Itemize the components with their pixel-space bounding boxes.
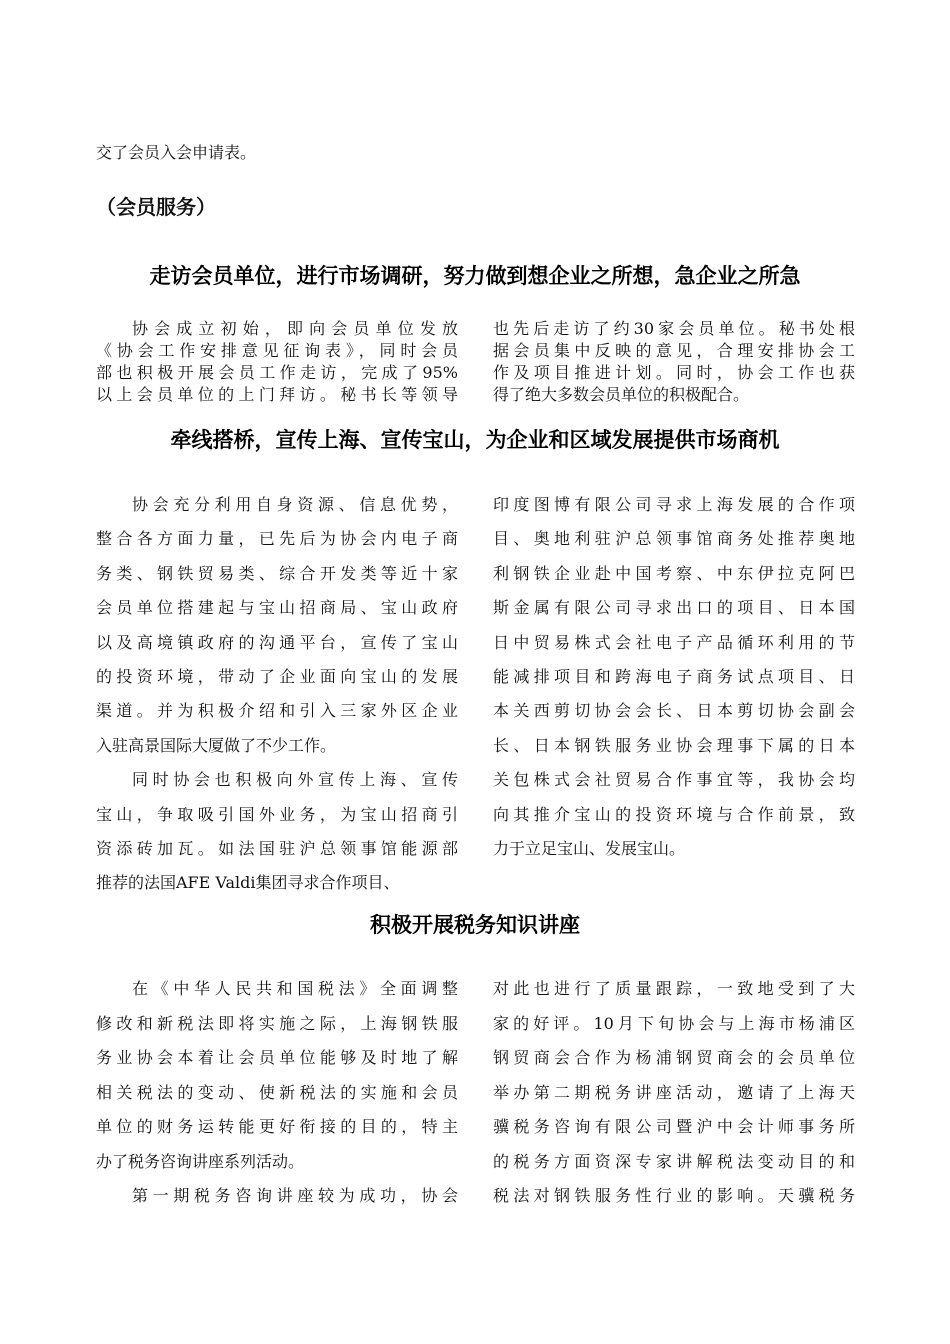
paragraph-line: 资添砖加瓦。如法国驻沪总领事馆能源部: [96, 839, 458, 859]
section2-left-column: [96, 488, 458, 901]
paragraph-line: 利钢铁企业赴中国考察、中东伊拉克阿巴: [493, 563, 855, 583]
paragraph-line: 能减排项目和跨海电子商务试点项目、日: [493, 667, 855, 687]
section3-right-column: [493, 972, 855, 1214]
paragraph-line: 务类、钢铁贸易类、综合开发类等近十家: [96, 563, 458, 583]
paragraph-line: 修改和新税法即将实施之际，上海钢铁服: [96, 1013, 458, 1033]
paragraph-line: 作及项目推进计划。同时，协会工作也获: [493, 363, 855, 382]
paragraph-line: 会员单位搭建起与宝山招商局、宝山政府: [96, 598, 458, 618]
section1-left-column: [96, 318, 458, 406]
paragraph-line: 同时协会也积极向外宣传上海、宣传: [132, 770, 458, 790]
paragraph-line: 力于立足宝山、发展宝山。: [493, 839, 686, 859]
section3-left-column: [96, 972, 458, 1214]
paragraph-line: 整合各方面力量，已先后为协会内电子商: [96, 529, 458, 549]
paragraph-line: 入驻高景国际大厦做了不少工作。: [96, 735, 337, 755]
paragraph-line: 家的好评。10月下旬协会与上海市杨浦区: [493, 1013, 855, 1033]
paragraph-line: 宝山，争取吸引国外业务，为宝山招商引: [96, 804, 458, 824]
paragraph-line: 向其推介宝山的投资环境与合作前景，致: [493, 804, 855, 824]
paragraph-line: 税法对钢铁服务性行业的影响。天骥税务: [493, 1186, 855, 1205]
section1-right-column: [493, 318, 855, 406]
paragraph-line: 印度图博有限公司寻求上海发展的合作项: [493, 495, 855, 514]
paragraph-line: 关包株式会社贸易合作事宜等，我协会均: [493, 770, 855, 790]
paragraph-line: 长、日本钢铁服务业协会理事下属的日本: [493, 735, 855, 755]
paragraph-line: 本关西剪切协会会长、日本剪切协会副会: [493, 701, 855, 721]
paragraph-line: 部也积极开展会员工作走访，完成了95%: [96, 363, 458, 382]
paragraph-line: 也先后走访了约30家会员单位。秘书处根: [493, 319, 855, 338]
paragraph-line: 协会充分利用自身资源、信息优势，: [132, 495, 458, 514]
paragraph-line: 举办第二期税务讲座活动，邀请了上海天: [493, 1082, 855, 1102]
paragraph-line: 第一期税务咨询讲座较为成功，协会: [132, 1186, 458, 1205]
section-heading-promote-baoshan: 牵线搭桥，宣传上海、宣传宝山，为企业和区域发展提供市场商机: [170, 428, 780, 452]
paragraph-line: 得了绝大多数会员单位的积极配合。: [493, 385, 750, 404]
paragraph-line: 目、奥地利驻沪总领事馆商务处推荐奥地: [493, 529, 855, 549]
intro-line: 交了会员入会申请表。: [96, 143, 257, 162]
paragraph-line: 《协会工作安排意见征询表》，同时会员: [96, 341, 458, 360]
paragraph-line: 据会员集中反映的意见，合理安排协会工: [493, 341, 855, 360]
paragraph-line: 推荐的法国AFE Valdi集团寻求合作项目、: [96, 873, 400, 893]
paragraph-line: 斯金属有限公司寻求出口的项目、日本国: [493, 598, 855, 618]
paragraph-line: 办了税务咨询讲座系列活动。: [96, 1151, 305, 1171]
paragraph-line: 对此也进行了质量跟踪，一致地受到了大: [493, 979, 855, 998]
paragraph-line: 单位的财务运转能更好衔接的目的，特主: [96, 1117, 458, 1136]
paragraph-line: 钢贸商会合作为杨浦钢贸商会的会员单位: [493, 1048, 855, 1067]
paragraph-line: 务业协会本着让会员单位能够及时地了解: [96, 1048, 458, 1067]
paragraph-line: 在《中华人民共和国税法》全面调整: [132, 979, 458, 998]
section2-right-column: [493, 488, 855, 866]
paragraph-line: 骥税务咨询有限公司暨沪中会计师事务所: [493, 1117, 855, 1136]
paragraph-line: 以上会员单位的上门拜访。秘书长等领导: [96, 385, 458, 404]
paragraph-line: 协会成立初始，即向会员单位发放: [132, 319, 458, 338]
section-label: （会员服务）: [96, 195, 216, 219]
paragraph-line: 日中贸易株式会社电子产品循环利用的节: [493, 632, 855, 652]
paragraph-line: 的税务方面资深专家讲解税法变动目的和: [493, 1151, 855, 1171]
section-heading-member-visits: 走访会员单位，进行市场调研，努力做到想企业之所想，急企业之所急: [149, 264, 801, 288]
paragraph-line: 相关税法的变动、使新税法的实施和会员: [96, 1082, 458, 1102]
section-heading-tax-lectures: 积极开展税务知识讲座: [370, 913, 580, 937]
paragraph-line: 的投资环境，带动了企业面向宝山的发展: [96, 667, 458, 687]
paragraph-line: 渠道。并为积极介绍和引入三家外区企业: [96, 701, 458, 721]
paragraph-line: 以及高境镇政府的沟通平台，宣传了宝山: [96, 632, 458, 652]
